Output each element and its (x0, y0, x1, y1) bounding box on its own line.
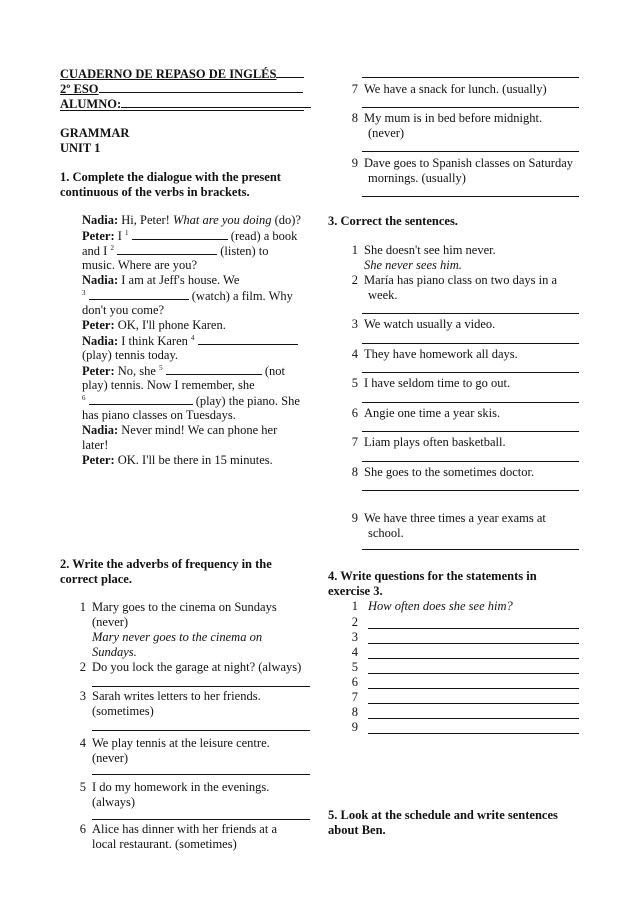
dialogue-line-16: later! (82, 438, 109, 452)
section-title: GRAMMAR (60, 126, 130, 140)
answer-line[interactable] (362, 313, 579, 314)
ex2-instruction-2: correct place. (60, 572, 132, 586)
dialogue-line-13: $^6$ (play) the piano. She (82, 393, 300, 408)
ex4-example-answer: How often does she see him? (368, 599, 513, 613)
ex3-example-answer: She never sees him. (364, 258, 462, 272)
dialogue-line-7: don't you come? (82, 303, 165, 317)
ex4-instruction-2: exercise 3. (328, 584, 383, 598)
dialogue-line-8: Peter: OK, I'll phone Karen. (82, 318, 226, 332)
answer-line[interactable] (362, 151, 579, 152)
dialogue-line-14: has piano classes on Tuesdays. (82, 408, 236, 422)
question-line[interactable] (368, 703, 579, 704)
ex1-instruction-2: continuous of the verbs in brackets. (60, 185, 250, 199)
answer-line[interactable] (362, 372, 579, 373)
answer-line[interactable] (92, 819, 310, 820)
answer-line[interactable] (362, 196, 579, 197)
question-line[interactable] (368, 643, 579, 644)
ex2-instruction-1: 2. Write the adverbs of frequency in the (60, 557, 272, 571)
course-line: 2º ESO (60, 81, 303, 97)
dialogue-line-1: Nadia: Hi, Peter! What are you doing (do)? (82, 213, 301, 227)
title-underline (276, 66, 304, 78)
answer-line[interactable] (362, 343, 579, 344)
worksheet-title: CUADERNO DE REPASO DE INGLÉS (60, 66, 304, 82)
ex3-instruction: 3. Correct the sentences. (328, 214, 458, 228)
blank-6[interactable] (89, 393, 193, 405)
blank-1[interactable] (132, 228, 228, 240)
question-line[interactable] (368, 658, 579, 659)
answer-line[interactable] (92, 686, 310, 687)
dialogue-line-10: (play) tennis today. (82, 348, 179, 362)
blank-2[interactable] (117, 243, 217, 255)
dialogue-line-6: $^3$ (watch) a film. Why (82, 288, 293, 303)
question-line[interactable] (368, 718, 579, 719)
dialogue-line-5: Nadia: I am at Jeff's house. We (82, 273, 240, 287)
dialogue-line-3: and I $^2$ (listen) to (82, 243, 269, 258)
ex1-instruction-1: 1. Complete the dialogue with the present (60, 170, 281, 184)
question-line[interactable] (368, 628, 579, 629)
answer-line[interactable] (362, 77, 579, 78)
answer-line[interactable] (362, 549, 579, 550)
dialogue-line-9: Nadia: I think Karen $^4$ (82, 333, 298, 349)
dialogue-line-4: music. Where are you? (82, 258, 197, 272)
unit-title: UNIT 1 (60, 141, 101, 155)
dialogue-line-2: Peter: I $^1$ (read) a book (82, 228, 298, 243)
ex4-instruction-1: 4. Write questions for the statements in (328, 569, 537, 583)
ex5-instruction-2: about Ben. (328, 823, 386, 837)
answer-line[interactable] (362, 490, 579, 491)
student-name-line-2[interactable] (60, 110, 304, 111)
student-line: ALUMNO: (60, 96, 311, 112)
question-line[interactable] (368, 673, 579, 674)
answer-line[interactable] (362, 461, 579, 462)
answer-line[interactable] (362, 107, 579, 108)
answer-line[interactable] (362, 431, 579, 432)
student-name-field[interactable] (121, 96, 311, 108)
ex2-example-answer: Mary never goes to the cinema on (92, 630, 263, 644)
question-line[interactable] (368, 733, 579, 734)
blank-3[interactable] (89, 288, 189, 300)
answer-line[interactable] (92, 774, 310, 775)
dialogue-line-12: play) tennis. Now I remember, she (82, 378, 255, 392)
answer-line[interactable] (92, 730, 310, 731)
question-line[interactable] (368, 688, 579, 689)
answer-line[interactable] (362, 402, 579, 403)
dialogue-line-11: Peter: No, she $^5$ (not (82, 363, 285, 378)
blank-4[interactable] (198, 333, 298, 345)
dialogue-line-17: Peter: OK. I'll be there in 15 minutes. (82, 453, 273, 467)
course-underline (99, 81, 303, 93)
blank-5[interactable] (166, 363, 262, 375)
ex5-instruction-1: 5. Look at the schedule and write sentences (328, 808, 558, 822)
dialogue-line-15: Nadia: Never mind! We can phone her (82, 423, 278, 437)
